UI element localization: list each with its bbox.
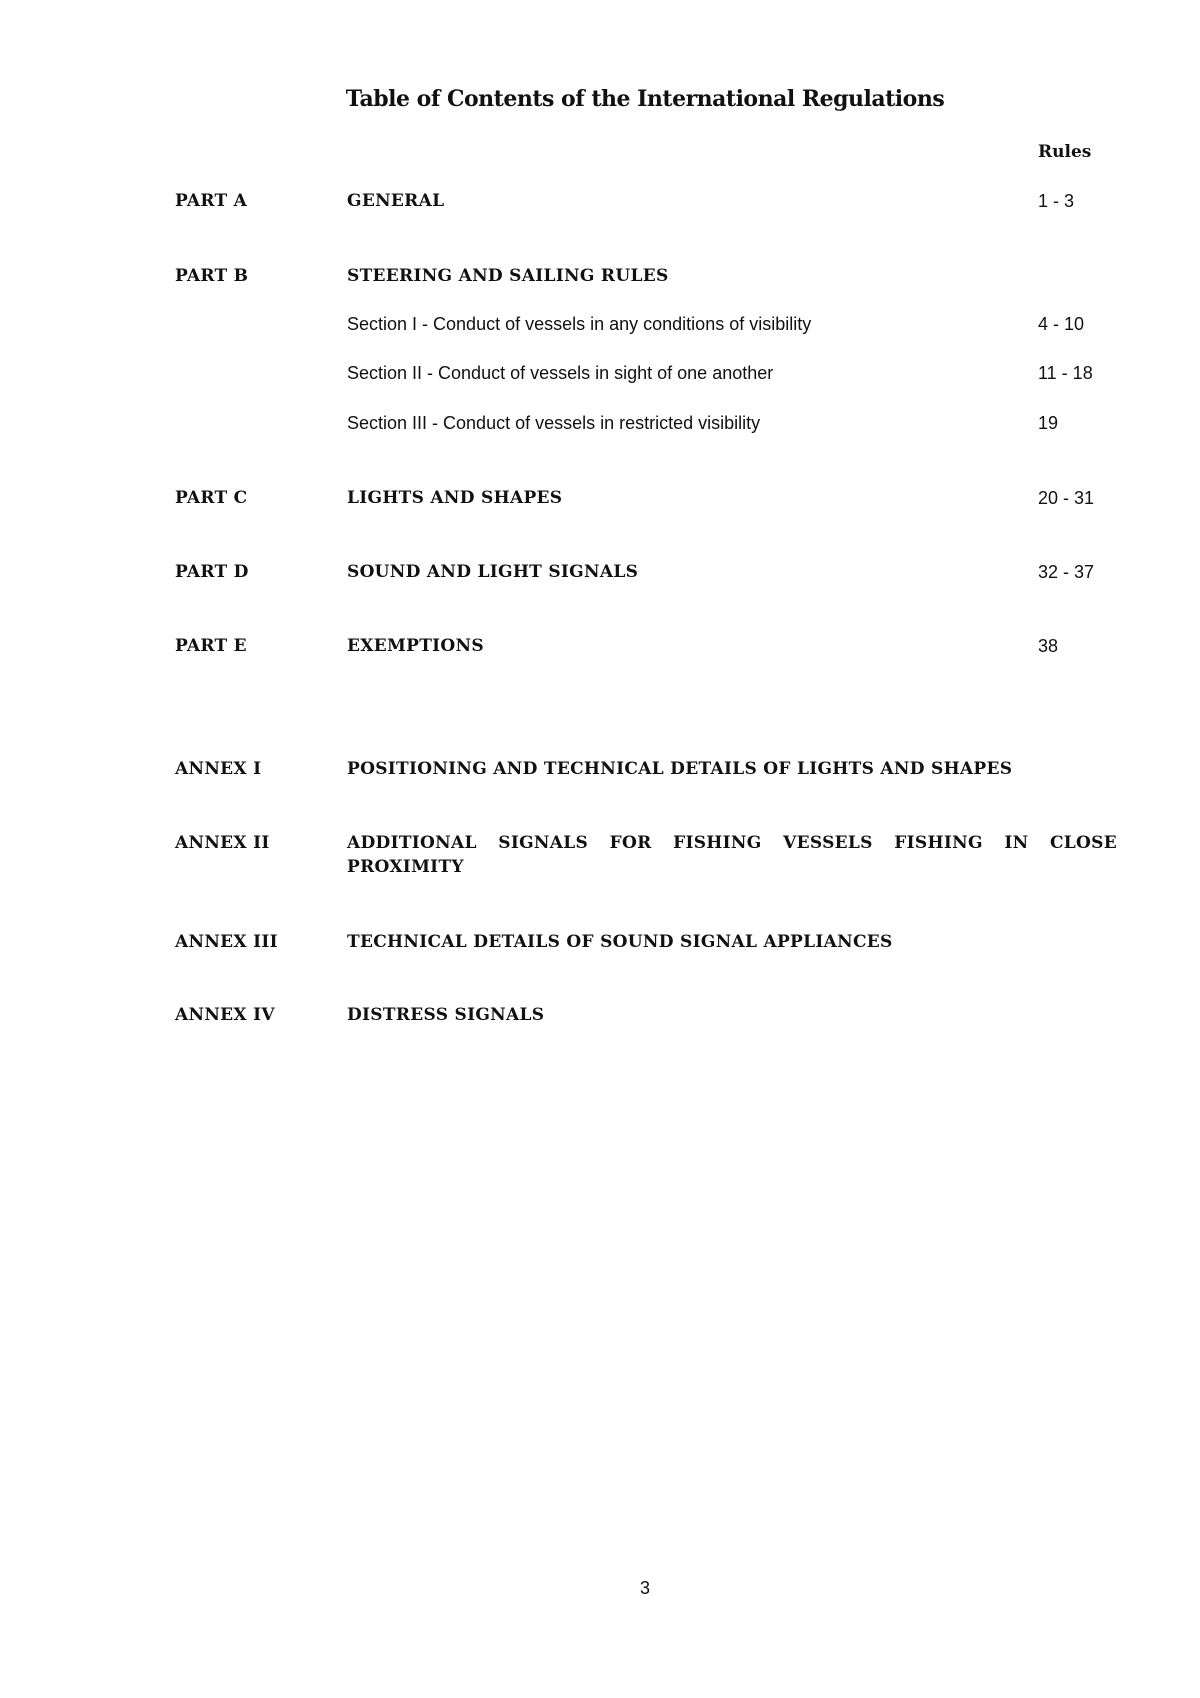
part-rules: 1 - 3 [1038, 191, 1075, 211]
page-title: Table of Contents of the International Regulations [345, 86, 945, 112]
annex-title: POSITIONING AND TECHNICAL DETAILS OF LIGHTS AND SHAPES [347, 759, 1013, 779]
part-label: PART E [175, 636, 247, 656]
annex-title: TECHNICAL DETAILS OF SOUND SIGNAL APPLIANCES [347, 932, 893, 952]
section-rules: 11 - 18 [1038, 363, 1093, 383]
part-title: GENERAL [347, 191, 445, 211]
annex-title: DISTRESS SIGNALS [347, 1005, 545, 1025]
annex-label: ANNEX III [175, 932, 278, 952]
part-label: PART B [175, 266, 249, 286]
part-title: STEERING AND SAILING RULES [347, 266, 669, 286]
part-label: PART A [175, 191, 248, 211]
annex-label: ANNEX II [175, 833, 270, 853]
section-rules: 19 [1038, 413, 1059, 433]
rules-column-header: Rules [1038, 142, 1092, 162]
part-title: EXEMPTIONS [347, 636, 484, 656]
part-rules: 32 - 37 [1038, 562, 1095, 582]
annex-label: ANNEX I [175, 759, 262, 779]
part-title: LIGHTS AND SHAPES [347, 488, 563, 508]
part-title: SOUND AND LIGHT SIGNALS [347, 562, 639, 582]
page-number: 3 [639, 1578, 650, 1598]
part-rules: 20 - 31 [1038, 488, 1095, 508]
part-label: PART D [175, 562, 249, 582]
part-label: PART C [175, 488, 248, 508]
annex-title: ADDITIONAL SIGNALS FOR FISHING VESSELS FISHING IN CLOSE PROXIMITY [347, 833, 1117, 877]
part-rules: 38 [1038, 636, 1059, 656]
section-rules: 4 - 10 [1038, 314, 1085, 334]
annex-label: ANNEX IV [175, 1005, 275, 1025]
section-title: Section II - Conduct of vessels in sight of one another [347, 363, 774, 383]
section-title: Section I - Conduct of vessels in any conditions of visibility [347, 314, 812, 334]
section-title: Section III - Conduct of vessels in restricted visibility [347, 413, 761, 433]
